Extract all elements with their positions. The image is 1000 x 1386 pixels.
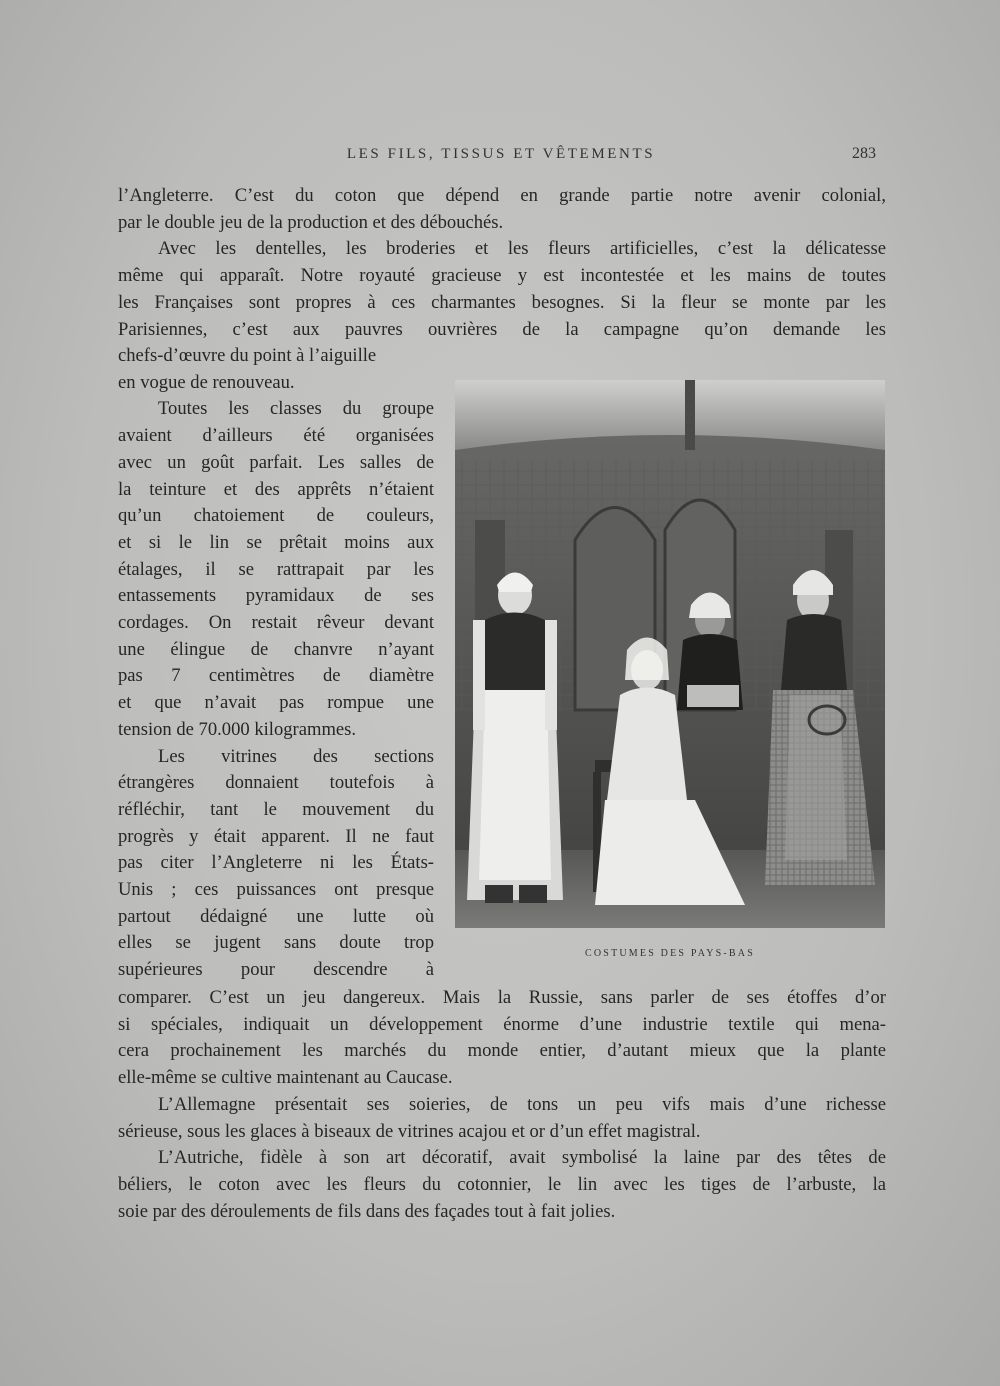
text-line: cordages. On restait rêveur devant [118,612,434,634]
text-line: si spéciales, indiquait un développement énorme d’une industrie textile qui mena- [118,1013,886,1035]
text-line: étrangères donnaient toutefois à [118,772,434,794]
text-line: Parisiennes, c’est aux pauvres ouvrières de la campagne qu’on demande les [118,318,886,340]
text-line: L’Autriche, fidèle à son art décoratif, avait symbolisé la laine par des têtes de [158,1147,886,1169]
text-line: avaient d’ailleurs été organisées [118,425,434,447]
text-line: L’Allemagne présentait ses soieries, de tons un peu vifs mais d’une richesse [158,1093,886,1115]
text-line: pas 7 centimètres de diamètre [118,665,434,687]
text-line: Les vitrines des sections [158,745,434,767]
text-line: tension de 70.000 kilogrammes. [118,718,357,740]
text-line: partout dédaigné une lutte où [118,905,434,927]
text-line: Toutes les classes du groupe [158,398,434,420]
text-line: réfléchir, tant le mouvement du [118,798,434,820]
text-line: pas citer l’Angleterre ni les États- [118,852,434,874]
text-line: entassements pyramidaux de ses [118,585,434,607]
body-text-side [118,343,434,984]
text-line: et que n’avait pas rompue une [118,692,434,714]
text-line: cera prochainement les marchés du monde entier, d’autant mieux que la plante [118,1040,886,1062]
body-text-bottom [118,985,886,1225]
text-line: elle-même se cultive maintenant au Caucase. [118,1067,453,1089]
text-line: progrès y était apparent. Il ne faut [118,825,434,847]
text-line: elles se jugent sans doute trop [118,932,434,954]
text-line: la teinture et des apprêts n’étaient [118,478,434,500]
text-line: et si le lin se prêtait moins aux [118,531,434,553]
text-line: avec un goût parfait. Les salles de [118,451,434,473]
text-line: une élingue de chanvre n’ayant [118,638,434,660]
text-line: Unis ; ces puissances ont presque [118,879,434,901]
text-line: supérieures pour descendre à [118,959,434,981]
text-line: l’Angleterre. C’est du coton que dépend en grande partie notre avenir colonial, [118,185,886,206]
text-line: soie par des déroulements de fils dans des façades tout à fait jolies. [118,1200,616,1222]
figure-caption: COSTUMES DES PAYS-BAS [585,948,755,959]
costume-photograph [455,380,885,928]
text-line: en vogue de renouveau. [118,371,295,393]
text-line: chefs-d’œuvre du point à l’aiguille [118,345,377,366]
running-title: LES FILS, TISSUS ET VÊTEMENTS [346,146,656,162]
text-line: étalages, il se rattrapait par les [118,558,434,580]
text-line: les Françaises sont propres à ces charmantes besognes. Si la fleur se monte par les [118,291,886,313]
text-line: béliers, le coton avec les fleurs du cotonnier, le lin avec les tiges de l’arbuste, la [118,1173,886,1195]
text-line: qu’un chatoiement de couleurs, [118,505,434,527]
text-line: par le double jeu de la production et des débouchés. [118,211,504,233]
page-number: 283 [852,145,876,162]
text-line: sérieuse, sous les glaces à biseaux de vitrines acajou et or d’un effet magistral. [118,1120,701,1142]
body-text-top [118,183,886,343]
text-line: même qui apparaît. Notre royauté gracieuse y est incontestée et les mains de toutes [118,265,886,287]
text-line: comparer. C’est un jeu dangereux. Mais la Russie, sans parler de ses étoffes d’or [118,987,886,1008]
text-line: Avec les dentelles, les broderies et les fleurs artificielles, c’est la délicatesse [158,238,886,260]
